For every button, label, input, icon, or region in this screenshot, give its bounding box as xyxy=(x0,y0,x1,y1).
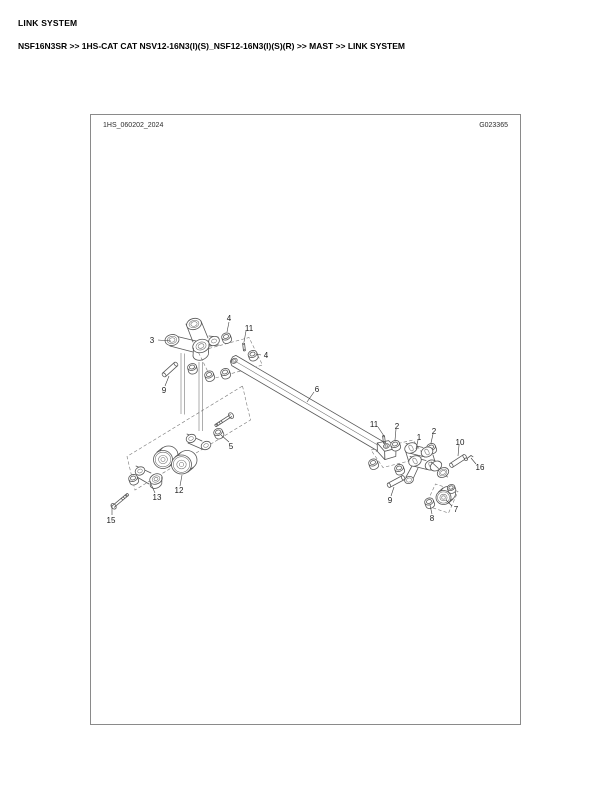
callout-4: 4 xyxy=(263,350,269,360)
callout-3: 3 xyxy=(149,335,155,345)
callout-9: 9 xyxy=(161,385,167,395)
callout-11: 11 xyxy=(369,419,379,429)
part-4-bushing-right xyxy=(247,349,259,362)
callout-7: 7 xyxy=(453,504,459,514)
part-8-bushing xyxy=(424,497,436,510)
part-11-pin-left xyxy=(243,343,246,351)
parts-diagram xyxy=(91,115,520,724)
callout-5: 5 xyxy=(228,441,234,451)
part-bushing-link1-arm xyxy=(394,463,406,476)
part-bushing-under-link3 xyxy=(187,363,198,375)
part-bushing-below-rod-a xyxy=(220,367,232,380)
callout-2: 2 xyxy=(431,426,437,436)
part-5-bolt-washer xyxy=(212,412,234,441)
callout-1: 1 xyxy=(416,432,422,442)
diagram-frame xyxy=(90,114,521,725)
part-1-link xyxy=(403,441,451,485)
leader-line-9 xyxy=(165,376,169,386)
callouts xyxy=(107,314,485,525)
part-13-bracket xyxy=(128,465,164,488)
part-11-pin-right xyxy=(383,435,386,443)
figure-code: G023365 xyxy=(479,122,508,129)
callout-4: 4 xyxy=(226,313,232,323)
callout-8: 8 xyxy=(429,513,435,523)
part-10-pin xyxy=(449,454,467,468)
callout-16: 16 xyxy=(475,462,485,472)
page-title: LINK SYSTEM xyxy=(18,18,78,28)
leader-line-4 xyxy=(227,322,229,332)
breadcrumb: NSF16N3SR >> 1HS-CAT CAT NSV12-16N3(I)(S)_NSF12-16N3(I)(S)(R) >> MAST >> LINK SYSTEM xyxy=(18,41,405,51)
part-3-link xyxy=(164,317,221,375)
drawing-code: 1HS_060202_2024 xyxy=(103,122,164,129)
part-9-pin-left xyxy=(161,361,178,377)
leader-line-11 xyxy=(378,427,384,436)
part-6-rod xyxy=(230,355,392,456)
callout-6: 6 xyxy=(314,384,320,394)
callout-10: 10 xyxy=(455,437,465,447)
part-9-pin-right xyxy=(387,475,406,488)
callout-13: 13 xyxy=(152,492,162,502)
callout-2: 2 xyxy=(394,421,400,431)
callout-15: 15 xyxy=(106,515,116,525)
upper-link-plate xyxy=(185,433,212,451)
callout-11: 11 xyxy=(244,323,254,333)
callout-9: 9 xyxy=(387,495,393,505)
part-12-rollers xyxy=(154,446,198,474)
leader-line-9 xyxy=(391,487,394,496)
callout-12: 12 xyxy=(174,485,184,495)
part-15-bolt xyxy=(110,492,130,510)
part-bushing-below-rod-b xyxy=(204,370,216,383)
leader-line-12 xyxy=(180,475,182,486)
part-bushing-under-block xyxy=(368,458,380,471)
